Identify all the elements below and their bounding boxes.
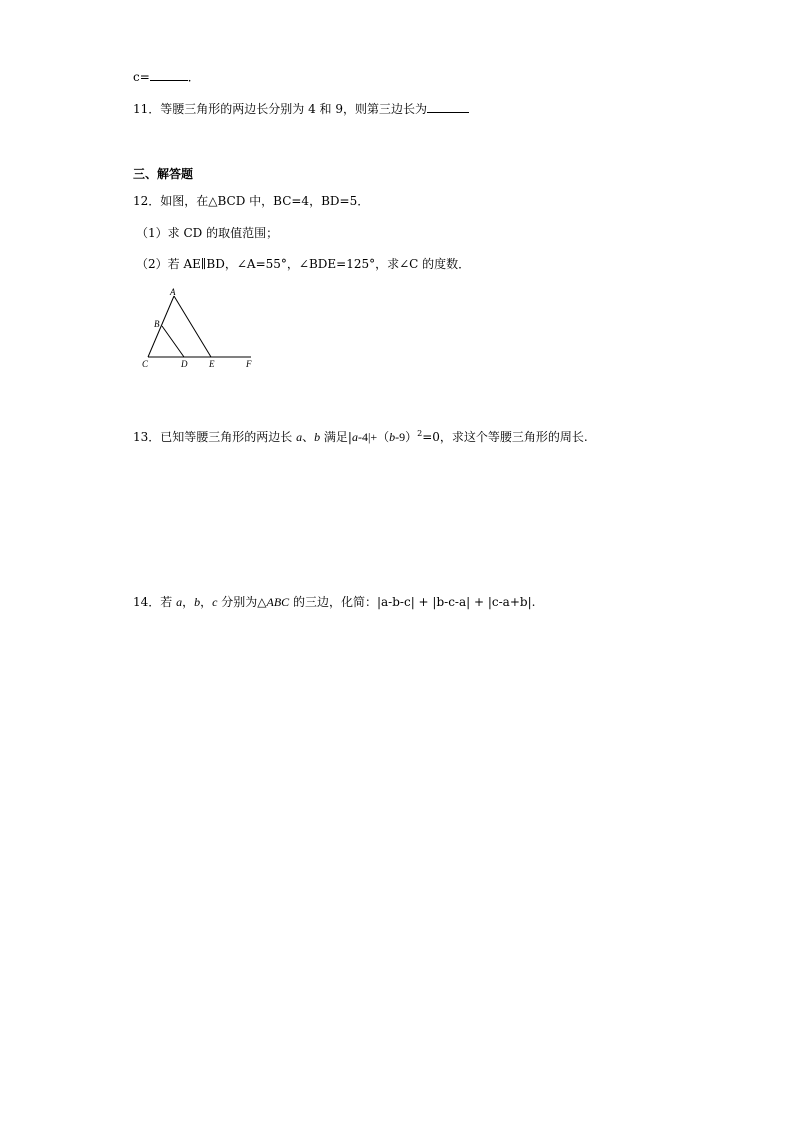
label-f: F — [246, 359, 252, 369]
label-a: A — [170, 287, 176, 297]
q13-exponent: 2 — [417, 429, 423, 438]
label-c: C — [142, 359, 149, 369]
q10-prefix: c= — [133, 70, 150, 84]
q14-abc: ABC — [266, 595, 290, 609]
q13-sep: 、 — [302, 430, 315, 444]
q13-question — [133, 426, 588, 445]
triangle-figure — [136, 286, 266, 376]
q12-part1: （1）求 CD 的取值范围； — [136, 226, 279, 240]
q14-comma1: ， — [182, 595, 195, 609]
section-title: 三、解答题 — [133, 167, 194, 181]
q13-mid: 满足| — [320, 430, 352, 444]
q14-post: 的三边，化简：|a-b-c| + |b-c-a| + |c-a+b|. — [289, 595, 536, 609]
q10-answer-blank[interactable] — [150, 68, 188, 81]
label-e: E — [209, 359, 215, 369]
q13-post: =0，求这个等腰三角形的周长. — [422, 430, 588, 444]
q13-var-b: b — [314, 430, 321, 444]
q13-abs-var: a — [351, 430, 358, 444]
q14-var-a: a — [176, 595, 183, 609]
segment-bd — [162, 326, 184, 357]
q13-pre: 13．已知等腰三角形的两边长 — [133, 430, 297, 444]
q14-var-b: b — [194, 595, 201, 609]
q13-paren-rest: -9） — [395, 430, 418, 444]
q13-paren-var: b — [389, 430, 396, 444]
q14-comma2: ， — [200, 595, 213, 609]
segment-ae — [174, 296, 211, 357]
label-d: D — [181, 359, 188, 369]
q14-question — [133, 594, 535, 610]
q14-var-c: c — [212, 595, 218, 609]
q14-pre: 14．若 — [133, 595, 177, 609]
q12-stem: 12．如图，在△BCD 中，BC=4，BD=5． — [133, 194, 370, 208]
q13-var-a: a — [296, 430, 303, 444]
q13-abs-rest: -4|+（ — [357, 430, 390, 444]
q10-suffix: ． — [187, 70, 200, 84]
label-b: B — [154, 319, 160, 329]
q12-part2: （2）若 AE∥BD，∠A=55°，∠BDE=125°，求∠C 的度数． — [136, 257, 471, 271]
q14-mid: 分别为△ — [217, 595, 267, 609]
q11-answer-blank[interactable] — [427, 100, 469, 113]
q11-text: 11．等腰三角形的两边长分别为 4 和 9，则第三边长为 — [133, 102, 427, 116]
q11-question — [133, 100, 469, 117]
segment-ac — [148, 296, 174, 357]
q10-answer-line — [133, 68, 200, 85]
